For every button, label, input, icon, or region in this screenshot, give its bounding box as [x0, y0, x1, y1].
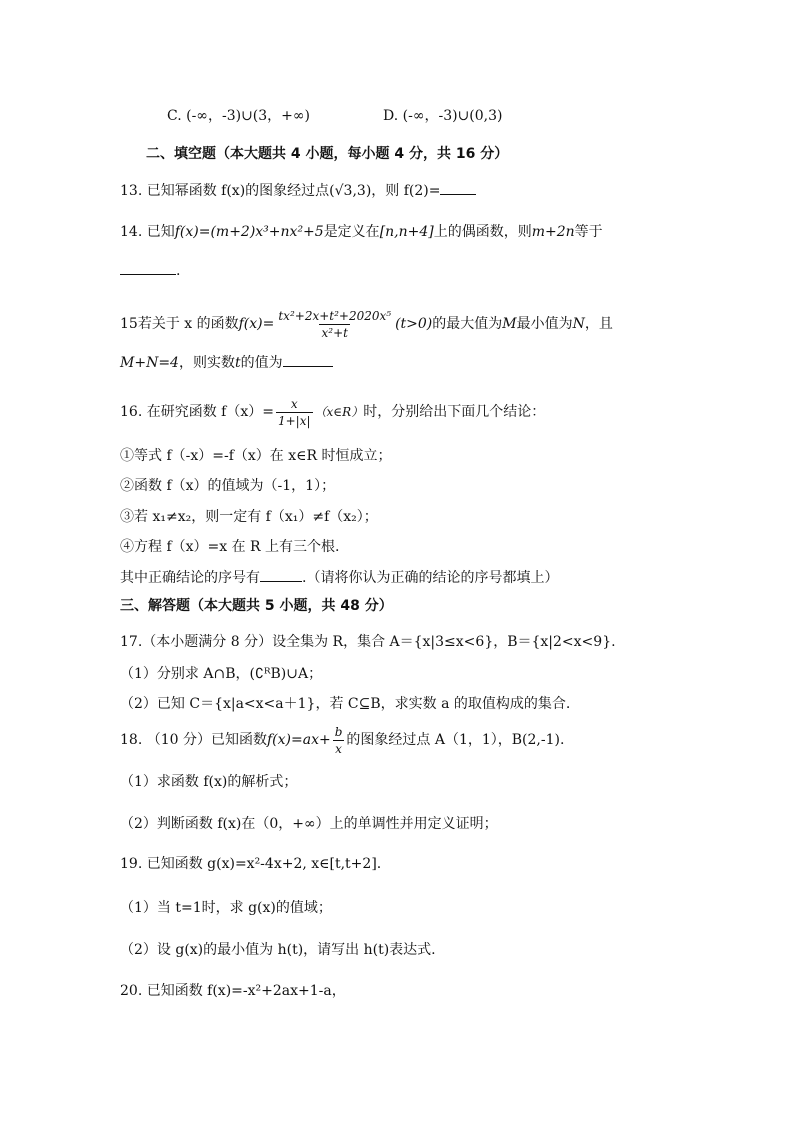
q15-M: M: [502, 316, 517, 332]
q14-text-pre: 14. 已知: [120, 224, 175, 240]
q16-denominator: 1+|x|: [277, 413, 311, 428]
q15-condition: (t>0): [395, 316, 433, 332]
q15-function-lhs: f(x)=: [238, 316, 275, 332]
q13-answer-blank: [440, 180, 476, 195]
option-d: D. (-∞，-3)∪(0,3): [383, 108, 503, 124]
q17-line-1: 17.（本小题满分 8 分）设全集为 R，集合 A＝{x|3≤x<6}，B＝{x|2<x<9}.: [120, 634, 616, 650]
question-14-answer-line: [120, 260, 734, 281]
q16-answer-post: .（请将你认为正确的结论的序号都填上）: [302, 570, 559, 586]
q16-answer-pre: 其中正确结论的序号有: [120, 570, 260, 586]
q18-line-2: （1）求函数 f(x)的解析式；: [120, 774, 298, 790]
q16-condition: （x∈R）: [314, 405, 364, 419]
q14-text-mid2: 上的偶函数，则: [433, 224, 532, 240]
q16-text-pre: 16. 在研究函数 f（x）=: [120, 404, 274, 420]
q17-line-2: （1）分别求 A∩B，(∁ᴿB)∪A；: [120, 666, 323, 682]
q13-text-pre: 13. 已知幂函数 f(x)的图象经过点: [120, 183, 330, 199]
q16-numerator: x: [290, 396, 298, 411]
q15-text-line2: ，则实数: [178, 355, 235, 371]
q13-text-post: ，则 f(2)=: [371, 183, 441, 199]
q14-expression: m+2n: [531, 224, 575, 240]
q15-text-mid2: 最小值为: [516, 316, 573, 332]
q15-text-pre: 15若关于 x 的函数: [120, 316, 239, 332]
q15-text-post: ，且: [584, 316, 613, 332]
q16-item-4: ④方程 f（x）=x 在 R 上有三个根.: [120, 539, 340, 555]
q19-line-3: （2）设 g(x)的最小值为 h(t)，请写出 h(t)表达式.: [120, 942, 436, 958]
option-c: C. (-∞，-3)∪(3，+∞): [167, 108, 311, 124]
q14-end: .: [176, 263, 181, 279]
q16-answer: [120, 567, 734, 588]
question-18: [120, 720, 734, 760]
q16-answer-blank: [260, 567, 302, 582]
q20-line-1: 20. 已知函数 f(x)=-x²+2ax+1-a，: [120, 983, 346, 999]
section-2-title: 二、填空题（本大题共 4 小题，每小题 4 分，共 16 分）: [146, 146, 509, 162]
q15-text-line2-end: 的值为: [240, 355, 283, 371]
q15-numerator: tx²+2x+t²+2020x⁵: [278, 308, 392, 323]
q14-text-mid: 是定义在: [323, 224, 380, 240]
q17-line-3: （2）已知 C＝{x|a<x<a＋1}，若 C⊆B，求实数 a 的取值构成的集合.: [120, 696, 571, 712]
q18-function-lhs: f(x)=ax+: [266, 732, 331, 748]
section-3-title: 三、解答题（本大题共 5 小题，共 48 分）: [120, 598, 393, 614]
q14-text-post: 等于: [574, 224, 603, 240]
q15-denominator: x²+t: [321, 325, 348, 340]
q15-N: N: [572, 316, 585, 332]
q16-item-3: ③若 x₁≠x₂，则一定有 f（x₁）≠f（x₂）；: [120, 509, 378, 525]
question-15-line2: [120, 352, 734, 373]
q16-item-1: ①等式 f（-x）=-f（x）在 x∈R 时恒成立；: [120, 448, 392, 464]
q18-denominator: x: [335, 741, 342, 756]
q15-t: t: [234, 355, 241, 371]
q16-item-2: ②函数 f（x）的值域为（-1，1）；: [120, 478, 336, 494]
q15-answer-blank: [283, 352, 333, 367]
q14-function: f(x)=(m+2)x³+nx²+5: [174, 224, 324, 240]
q19-line-2: （1）当 t=1时，求 g(x)的值域；: [120, 900, 332, 916]
question-16: [120, 392, 734, 432]
q15-text-mid: 的最大值为: [432, 316, 503, 332]
q18-text-pre: 18. （10 分）已知函数: [120, 732, 267, 748]
q14-answer-blank: [120, 260, 176, 275]
q18-line-3: （2）判断函数 f(x)在（0，+∞）上的单调性并用定义证明；: [120, 816, 498, 832]
question-14: [120, 222, 734, 242]
q15-fraction: [276, 308, 393, 341]
q16-fraction: [276, 396, 313, 429]
q18-text-post: 的图象经过点 A（1，1），B(2,-1).: [346, 732, 565, 748]
q19-line-1: 19. 已知函数 g(x)=x²-4x+2, x∈[t,t+2].: [120, 856, 382, 872]
q15-condition-expr: M+N=4: [120, 355, 179, 371]
q13-point: (√3,3): [329, 183, 372, 199]
question-13: [120, 180, 734, 201]
q18-fraction: [333, 724, 345, 757]
q14-interval: [n,n+4]: [379, 224, 434, 240]
q16-text-post: 时，分别给出下面几个结论：: [363, 404, 546, 420]
question-15: [120, 304, 734, 344]
q18-numerator: b: [334, 724, 343, 739]
